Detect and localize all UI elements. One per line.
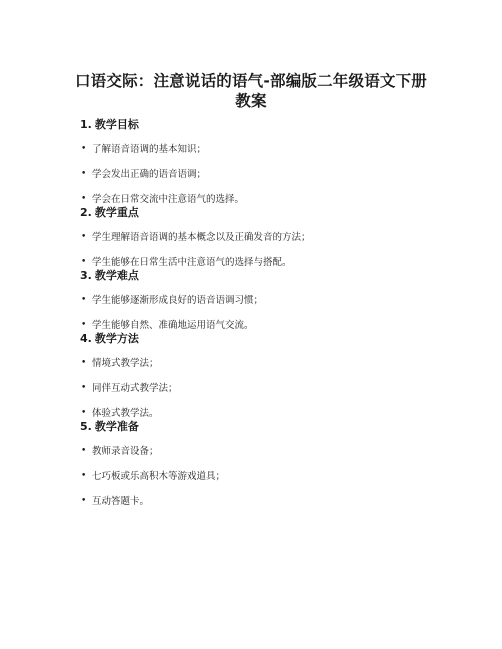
- section-title: 教学重点: [94, 206, 139, 219]
- list-item: [80, 193, 440, 206]
- document-title: 口语交际：注意说话的语气-部编版二年级语文下册教案: [74, 72, 428, 110]
- section-difficulties: [80, 269, 440, 332]
- bullet-icon: •: [81, 144, 87, 154]
- section-number: 2.: [80, 206, 92, 219]
- bullet-list: [80, 357, 440, 420]
- bullet-icon: •: [81, 169, 87, 179]
- section-teaching-goals: [80, 118, 440, 206]
- list-item: [80, 319, 440, 332]
- list-item: [80, 143, 440, 156]
- bullet-icon: •: [81, 257, 87, 267]
- list-item: [80, 495, 440, 508]
- list-item-text: 互动答题卡。: [92, 496, 150, 507]
- bullet-list: [80, 231, 440, 269]
- section-heading: [80, 269, 440, 283]
- section-teaching-methods: [80, 332, 440, 420]
- bullet-icon: •: [81, 194, 87, 204]
- section-title: 教学难点: [94, 269, 139, 282]
- list-item: [80, 294, 440, 307]
- section-teaching-preparation: [80, 420, 440, 508]
- list-item: [80, 231, 440, 244]
- section-title: 教学目标: [94, 118, 139, 131]
- section-heading: [80, 206, 440, 220]
- bullet-icon: •: [81, 496, 87, 506]
- bullet-icon: •: [81, 320, 87, 330]
- bullet-list: [80, 294, 440, 332]
- bullet-icon: •: [81, 295, 87, 305]
- bullet-icon: •: [81, 232, 87, 242]
- bullet-icon: •: [81, 471, 87, 481]
- bullet-list: [80, 445, 440, 508]
- section-number: 4.: [80, 332, 92, 345]
- bullet-icon: •: [81, 408, 87, 418]
- list-item-text: 七巧板或乐高积木等游戏道具；: [92, 471, 226, 482]
- list-item: [80, 382, 440, 395]
- section-number: 3.: [80, 269, 92, 282]
- list-item-text: 学生能够自然、准确地运用语气交流。: [92, 320, 254, 331]
- section-key-points: [80, 206, 440, 269]
- section-heading: [80, 420, 440, 434]
- bullet-list: [80, 143, 440, 206]
- section-number: 1.: [80, 118, 92, 131]
- list-item: [80, 256, 440, 269]
- list-item: [80, 470, 440, 483]
- list-item: [80, 407, 440, 420]
- list-item-text: 情境式教学法；: [92, 358, 159, 369]
- list-item: [80, 357, 440, 370]
- list-item-text: 体验式教学法。: [92, 408, 159, 419]
- list-item: [80, 168, 440, 181]
- bullet-icon: •: [81, 446, 87, 456]
- list-item: [80, 445, 440, 458]
- section-title: 教学方法: [94, 332, 139, 345]
- list-item-text: 教师录音设备；: [92, 446, 159, 457]
- list-item-text: 学会发出正确的语音语调；: [92, 169, 207, 180]
- bullet-icon: •: [81, 383, 87, 393]
- bullet-icon: •: [81, 358, 87, 368]
- list-item-text: 学生能够在日常生活中注意语气的选择与搭配。: [92, 257, 292, 268]
- section-number: 5.: [80, 420, 92, 433]
- list-item-text: 同伴互动式教学法；: [92, 383, 178, 394]
- list-item-text: 了解语音语调的基本知识；: [92, 144, 207, 155]
- list-item-text: 学生能够逐渐形成良好的语音语调习惯；: [92, 295, 264, 306]
- section-heading: [80, 332, 440, 346]
- list-item-text: 学会在日常交流中注意语气的选择。: [92, 194, 245, 205]
- section-heading: [80, 118, 440, 132]
- list-item-text: 学生理解语音语调的基本概念以及正确发音的方法；: [92, 232, 311, 243]
- section-title: 教学准备: [94, 420, 139, 433]
